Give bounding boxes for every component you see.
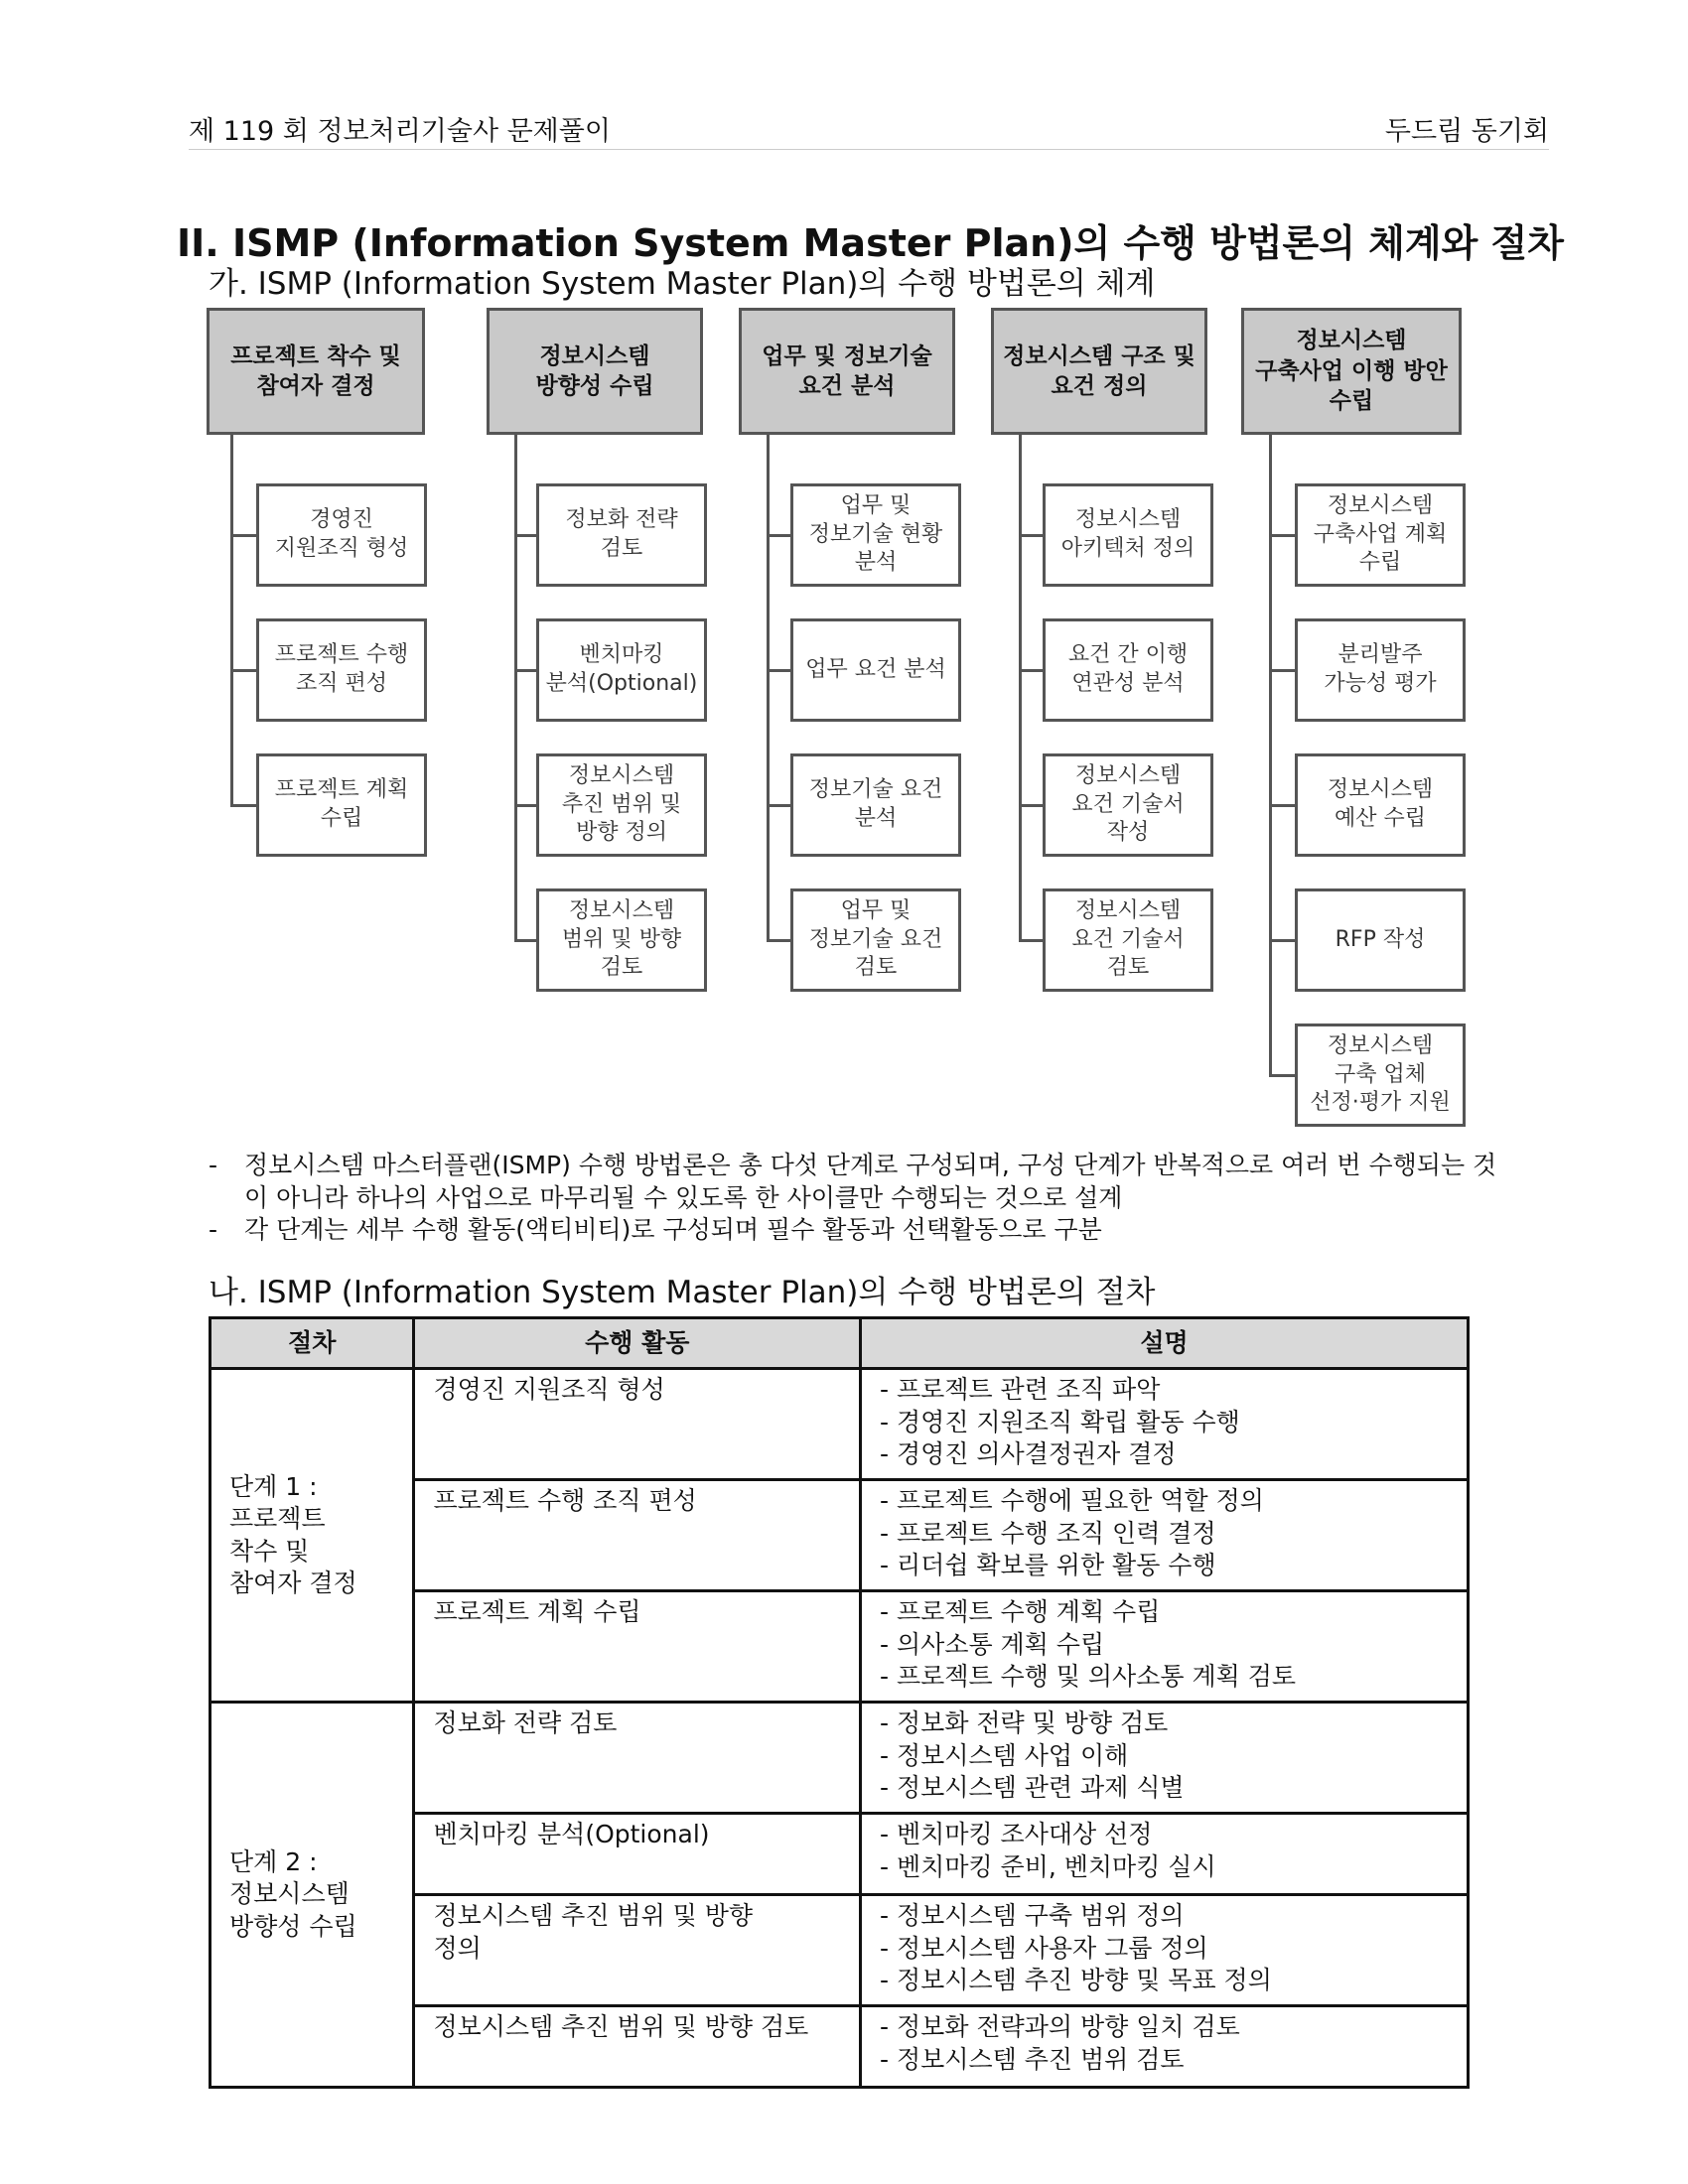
description-cell <box>861 1369 1469 1480</box>
description-line: - 의사소통 계획 수립 <box>880 1629 1105 1659</box>
description-line: - 정보시스템 구축 범위 정의 <box>880 1901 1185 1930</box>
step-cell <box>211 1703 414 2088</box>
activity-box: 정보시스템 범위 및 방향 검토 <box>536 888 707 992</box>
connector-line <box>1019 939 1043 942</box>
activity-text: 정의 <box>433 1933 482 1963</box>
description-line: - 프로젝트 수행 및 의사소통 계획 검토 <box>880 1662 1296 1691</box>
subheading-framework: 가. ISMP (Information System Master Plan)의 수행 방법론의 체계 <box>209 266 1156 302</box>
description-line: - 경영진 의사결정권자 결정 <box>880 1439 1177 1468</box>
description-line: - 경영진 지원조직 확립 활동 수행 <box>880 1407 1240 1436</box>
note-text: 각 단계는 세부 수행 활동(액티비티)로 구성되며 필수 활동과 선택활동으로 구분 <box>244 1215 1102 1244</box>
activity-box: 정보화 전략 검토 <box>536 483 707 587</box>
description-line: - 리더쉽 확보를 위한 활동 수행 <box>880 1551 1216 1579</box>
activity-cell <box>414 1814 861 1895</box>
section-heading: II. ISMP (Information System Master Plan)의 수행 방법론의 체계와 절차 <box>177 221 1564 265</box>
activity-box: 정보기술 요건 분석 <box>790 753 961 857</box>
activity-box: 업무 및 정보기술 요건 검토 <box>790 888 961 992</box>
phase-box: 프로젝트 착수 및 참여자 결정 <box>207 308 425 435</box>
activity-box: 정보시스템 구축 업체 선정·평가 지원 <box>1295 1024 1466 1127</box>
description-cell <box>861 1895 1469 2006</box>
activity-box: 정보시스템 요건 기술서 작성 <box>1043 753 1213 857</box>
activity-box: 정보시스템 예산 수립 <box>1295 753 1466 857</box>
description-line: - 정보시스템 추진 범위 검토 <box>880 2044 1185 2074</box>
connector-line <box>1019 669 1043 672</box>
subheading-procedure: 나. ISMP (Information System Master Plan)의 수행 방법론의 절차 <box>209 1275 1156 1310</box>
table-header-row <box>211 1318 1469 1369</box>
step-text: 단계 2 : <box>229 1846 318 1876</box>
description-line: - 정보시스템 추진 방향 및 목표 정의 <box>880 1966 1272 1994</box>
description-line: - 정보화 전략과의 방향 일치 검토 <box>880 2012 1240 2041</box>
activity-box: RFP 작성 <box>1295 888 1466 992</box>
note-text: 정보시스템 마스터플랜(ISMP) 수행 방법론은 총 다섯 단계로 구성되며, 구성 단계가 반복적으로 여러 번 수행되는 것이 아니라 하나의 사업으로 마무리될 수 있도록 한 사이클만 수행되는 것으로 설계 <box>244 1151 1497 1212</box>
connector-line <box>514 939 536 942</box>
step-text: 정보시스템 <box>229 1879 350 1909</box>
column-header: 절차 <box>211 1318 414 1369</box>
activity-text: 프로젝트 수행 조직 편성 <box>433 1486 697 1515</box>
activity-cell <box>414 1369 861 1480</box>
description-line: - 프로젝트 수행에 필요한 역할 정의 <box>880 1486 1264 1515</box>
description-cell <box>861 1591 1469 1703</box>
activity-cell <box>414 2006 861 2088</box>
step-text: 방향성 수립 <box>229 1911 357 1941</box>
connector-line <box>767 939 790 942</box>
note-item <box>209 1150 1499 1214</box>
description-line: - 벤치마킹 조사대상 선정 <box>880 1820 1153 1848</box>
bullet-dash: - <box>209 1151 218 1179</box>
step-text: 착수 및 <box>229 1536 310 1566</box>
bullet-dash: - <box>209 1215 218 1244</box>
activity-cell <box>414 1895 861 2006</box>
connector-line <box>1019 534 1043 537</box>
connector-line <box>514 435 517 942</box>
activity-box: 업무 요건 분석 <box>790 618 961 722</box>
activity-box: 프로젝트 수행 조직 편성 <box>256 618 427 722</box>
connector-line <box>1269 939 1295 942</box>
connector-line <box>230 804 256 807</box>
connector-line <box>1269 435 1272 1077</box>
header-group-name: 두드림 동기회 <box>1384 116 1549 147</box>
description-line: - 프로젝트 수행 조직 인력 결정 <box>880 1518 1216 1548</box>
connector-line <box>767 435 770 942</box>
connector-line <box>767 804 790 807</box>
connector-line <box>514 534 536 537</box>
activity-box: 정보시스템 아키텍처 정의 <box>1043 483 1213 587</box>
activity-text: 프로젝트 계획 수립 <box>433 1597 641 1626</box>
connector-line <box>1269 804 1295 807</box>
description-line: - 정보시스템 관련 과제 식별 <box>880 1773 1185 1802</box>
description-cell <box>861 1703 1469 1814</box>
phase-box: 정보시스템 구축사업 이행 방안 수립 <box>1241 308 1462 435</box>
connector-line <box>1019 435 1022 942</box>
step-text: 단계 1 : <box>229 1471 318 1501</box>
note-item <box>209 1214 1499 1247</box>
activity-box: 정보시스템 요건 기술서 검토 <box>1043 888 1213 992</box>
activity-cell <box>414 1703 861 1814</box>
description-line: - 프로젝트 수행 계획 수립 <box>880 1597 1161 1626</box>
activity-text: 정보화 전략 검토 <box>433 1708 618 1737</box>
activity-box: 프로젝트 계획 수립 <box>256 753 427 857</box>
connector-line <box>1019 804 1043 807</box>
step-cell <box>211 1369 414 1703</box>
connector-line <box>1269 1074 1295 1077</box>
connector-line <box>1269 534 1295 537</box>
activity-box: 업무 및 정보기술 현황 분석 <box>790 483 961 587</box>
phase-box: 정보시스템 구조 및 요건 정의 <box>991 308 1207 435</box>
step-text: 참여자 결정 <box>229 1569 357 1597</box>
header-exam-title: 제 119 회 정보처리기술사 문제풀이 <box>189 116 611 147</box>
activity-box: 정보시스템 구축사업 계획 수립 <box>1295 483 1466 587</box>
connector-line <box>767 534 790 537</box>
connector-line <box>514 804 536 807</box>
description-line: - 프로젝트 관련 조직 파악 <box>880 1375 1161 1404</box>
table-row <box>211 1703 1469 1814</box>
activity-box: 벤치마킹 분석(Optional) <box>536 618 707 722</box>
connector-line <box>514 669 536 672</box>
description-line: - 정보화 전략 및 방향 검토 <box>880 1708 1169 1737</box>
activity-cell <box>414 1591 861 1703</box>
connector-line <box>767 669 790 672</box>
description-cell <box>861 1814 1469 1895</box>
activity-text: 벤치마킹 분석(Optional) <box>433 1820 710 1848</box>
phase-box: 업무 및 정보기술 요건 분석 <box>739 308 955 435</box>
activity-box: 정보시스템 추진 범위 및 방향 정의 <box>536 753 707 857</box>
notes <box>209 1150 1499 1247</box>
connector-line <box>1269 669 1295 672</box>
step-text: 프로젝트 <box>229 1504 326 1533</box>
phase-box: 정보시스템 방향성 수립 <box>487 308 703 435</box>
activity-box: 경영진 지원조직 형성 <box>256 483 427 587</box>
activity-text: 경영진 지원조직 형성 <box>433 1375 665 1404</box>
activity-text: 정보시스템 추진 범위 및 방향 검토 <box>433 2012 809 2041</box>
procedure-table <box>209 1316 1470 2089</box>
description-line: - 정보시스템 사용자 그룹 정의 <box>880 1933 1208 1963</box>
description-line: - 벤치마킹 준비, 벤치마킹 실시 <box>880 1851 1216 1881</box>
activity-text: 정보시스템 추진 범위 및 방향 <box>433 1901 754 1930</box>
table-row <box>211 1369 1469 1480</box>
connector-line <box>230 534 256 537</box>
activity-box: 분리발주 가능성 평가 <box>1295 618 1466 722</box>
connector-line <box>230 669 256 672</box>
connector-line <box>230 435 233 807</box>
column-header: 수행 활동 <box>414 1318 861 1369</box>
activity-box: 요건 간 이행 연관성 분석 <box>1043 618 1213 722</box>
activity-cell <box>414 1480 861 1591</box>
description-line: - 정보시스템 사업 이해 <box>880 1740 1129 1770</box>
column-header: 설명 <box>861 1318 1469 1369</box>
description-cell <box>861 1480 1469 1591</box>
description-cell <box>861 2006 1469 2088</box>
